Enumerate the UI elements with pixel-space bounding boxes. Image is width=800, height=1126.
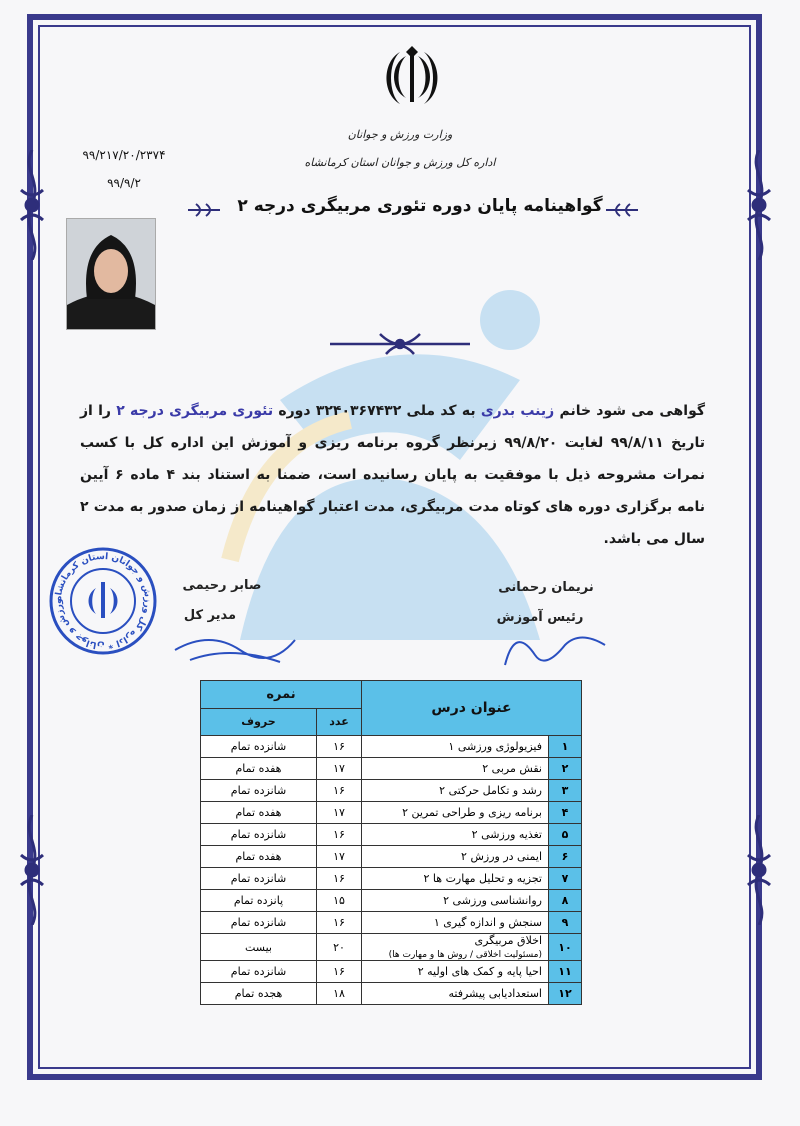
table-row — [201, 890, 582, 912]
score-digits: ۱۸ — [317, 983, 362, 1005]
score-digits: ۱۶ — [317, 868, 362, 890]
score-digits: ۲۰ — [317, 934, 362, 961]
reference-date: ۹۹/۹/۲ — [107, 176, 141, 190]
education-head-signature — [495, 615, 615, 675]
course-name-cell — [362, 824, 549, 846]
official-seal — [48, 546, 158, 656]
score-digits: ۱۷ — [317, 758, 362, 780]
course-name-text: احیا پایه و کمک های اولیه ۲ — [417, 965, 542, 978]
grade-digits-header: عدد — [317, 708, 362, 736]
table-row — [201, 758, 582, 780]
holder-name: زینب بدری — [480, 403, 555, 419]
score-words: هفده تمام — [201, 846, 317, 868]
score-words: شانزده تمام — [201, 736, 317, 758]
table-row — [201, 912, 582, 934]
table-row — [201, 868, 582, 890]
row-number: ۸ — [549, 890, 582, 912]
row-number: ۴ — [549, 802, 582, 824]
course-name-cell — [362, 802, 549, 824]
course-name-text: روانشناسی ورزشی ۲ — [443, 894, 542, 907]
course-name-text: برنامه ریزی و طراحی تمرین ۲ — [402, 806, 542, 819]
grade-header: نمره — [201, 681, 362, 709]
holder-photo — [66, 218, 156, 330]
body-text-part3: را از تاریخ ۹۹/۸/۱۱ لغایت ۹۹/۸/۲۰ زیرنظر گروه برنامه ریزی و آموزش این اداره کل با کسب نمرات مشروحه ذیل با موفقیت به پایان رسانیده است، ضمنا به استناد بند ۴ ماده ۶ آیین نامه برگزاری دوره های کوتاه مدت مربیگری، مدت اعتبار گواهینامه از زمان صدور به مدت ۲ سال می باشد. — [80, 403, 706, 547]
row-number: ۱۰ — [549, 934, 582, 961]
score-digits: ۱۷ — [317, 846, 362, 868]
body-text-part2: به کد ملی ۳۲۴۰۳۶۷۴۳۲ دوره — [273, 403, 481, 419]
score-digits: ۱۶ — [317, 824, 362, 846]
education-head-name: نریمان رحمانی — [498, 580, 594, 595]
title-ornament-right-icon — [604, 202, 640, 218]
course-name-text: استعدادیابی پیشرفته — [448, 987, 542, 1000]
score-words: بیست — [201, 934, 317, 961]
course-name-cell — [362, 868, 549, 890]
course-name-text: تغذیه ورزشی ۲ — [471, 828, 542, 841]
iran-emblem-icon — [380, 46, 444, 108]
score-words: هجده تمام — [201, 983, 317, 1005]
score-digits: ۱۶ — [317, 780, 362, 802]
course-name-text: نقش مربی ۲ — [482, 762, 542, 775]
row-number: ۱۱ — [549, 961, 582, 983]
director-signature — [170, 600, 300, 670]
table-row — [201, 961, 582, 983]
row-number: ۵ — [549, 824, 582, 846]
left-top-ornament — [17, 150, 47, 260]
score-digits: ۱۶ — [317, 961, 362, 983]
left-bottom-ornament — [17, 815, 47, 925]
title-ornament-left-icon — [186, 202, 222, 218]
seal-text: ورزش و جوانان * اداره کل ورزش و جوانان استان کرمانشاه — [53, 551, 153, 651]
score-words: شانزده تمام — [201, 868, 317, 890]
director-title: مدیر کل — [183, 608, 237, 623]
course-name-cell — [362, 961, 549, 983]
table-row — [201, 824, 582, 846]
row-number: ۶ — [549, 846, 582, 868]
course-name-text: اخلاق مربیگری — [474, 934, 542, 947]
score-words: شانزده تمام — [201, 824, 317, 846]
table-row — [201, 934, 582, 961]
right-top-ornament — [744, 150, 774, 260]
office-name: اداره کل ورزش و جوانان استان کرمانشاه — [304, 156, 496, 169]
score-digits: ۱۵ — [317, 890, 362, 912]
row-number: ۳ — [549, 780, 582, 802]
score-digits: ۱۶ — [317, 912, 362, 934]
grades-table — [200, 680, 582, 1005]
course-name-text: رشد و تکامل حرکتی ۲ — [439, 784, 542, 797]
course-name-cell — [362, 890, 549, 912]
table-row — [201, 802, 582, 824]
course-name-cell — [362, 912, 549, 934]
ministry-name: وزارت ورزش و جوانان — [347, 128, 453, 141]
body-text-part1: گواهی می شود خانم — [554, 403, 705, 419]
table-row — [201, 983, 582, 1005]
course-name-cell — [362, 846, 549, 868]
score-words: هفده تمام — [201, 758, 317, 780]
score-words: هفده تمام — [201, 802, 317, 824]
row-number: ۲ — [549, 758, 582, 780]
table-row — [201, 736, 582, 758]
certificate-title: گواهینامه پایان دوره تئوری مربیگری درجه ۲ — [237, 196, 603, 216]
score-words: شانزده تمام — [201, 780, 317, 802]
course-name-text: تجزیه و تحلیل مهارت ها ۲ — [423, 872, 542, 885]
course-title-header: عنوان درس — [362, 681, 582, 736]
reference-number: ۹۹/۲۱۷/۲۰/۲۳۷۴ — [82, 148, 166, 162]
table-row — [201, 780, 582, 802]
course-name-cell — [362, 983, 549, 1005]
course-name-subtext: (مسئولیت اخلاقی / روش ها و مهارت ها) — [388, 950, 542, 960]
course-name-cell — [362, 780, 549, 802]
table-row — [201, 846, 582, 868]
education-head-title: رئیس آموزش — [496, 610, 584, 625]
course-name-text: ایمنی در ورزش ۲ — [461, 850, 542, 863]
row-number: ۱ — [549, 736, 582, 758]
row-number: ۱۲ — [549, 983, 582, 1005]
course-name-cell — [362, 736, 549, 758]
divider-ornament-icon — [330, 330, 470, 358]
course-name-cell — [362, 758, 549, 780]
course-name-text: فیزیولوژی ورزشی ۱ — [448, 740, 542, 753]
row-number: ۹ — [549, 912, 582, 934]
director-name: صابر رحیمی — [182, 578, 262, 593]
course-name: تئوری مربیگری درجه ۲ — [116, 403, 274, 419]
right-bottom-ornament — [744, 815, 774, 925]
grade-words-header: حروف — [201, 708, 317, 736]
certificate-body — [80, 395, 705, 555]
course-name-text: سنجش و اندازه گیری ۱ — [433, 916, 542, 929]
score-digits: ۱۶ — [317, 736, 362, 758]
course-name-cell — [362, 934, 549, 961]
score-words: شانزده تمام — [201, 961, 317, 983]
score-digits: ۱۷ — [317, 802, 362, 824]
score-words: شانزده تمام — [201, 912, 317, 934]
score-words: پانزده تمام — [201, 890, 317, 912]
row-number: ۷ — [549, 868, 582, 890]
